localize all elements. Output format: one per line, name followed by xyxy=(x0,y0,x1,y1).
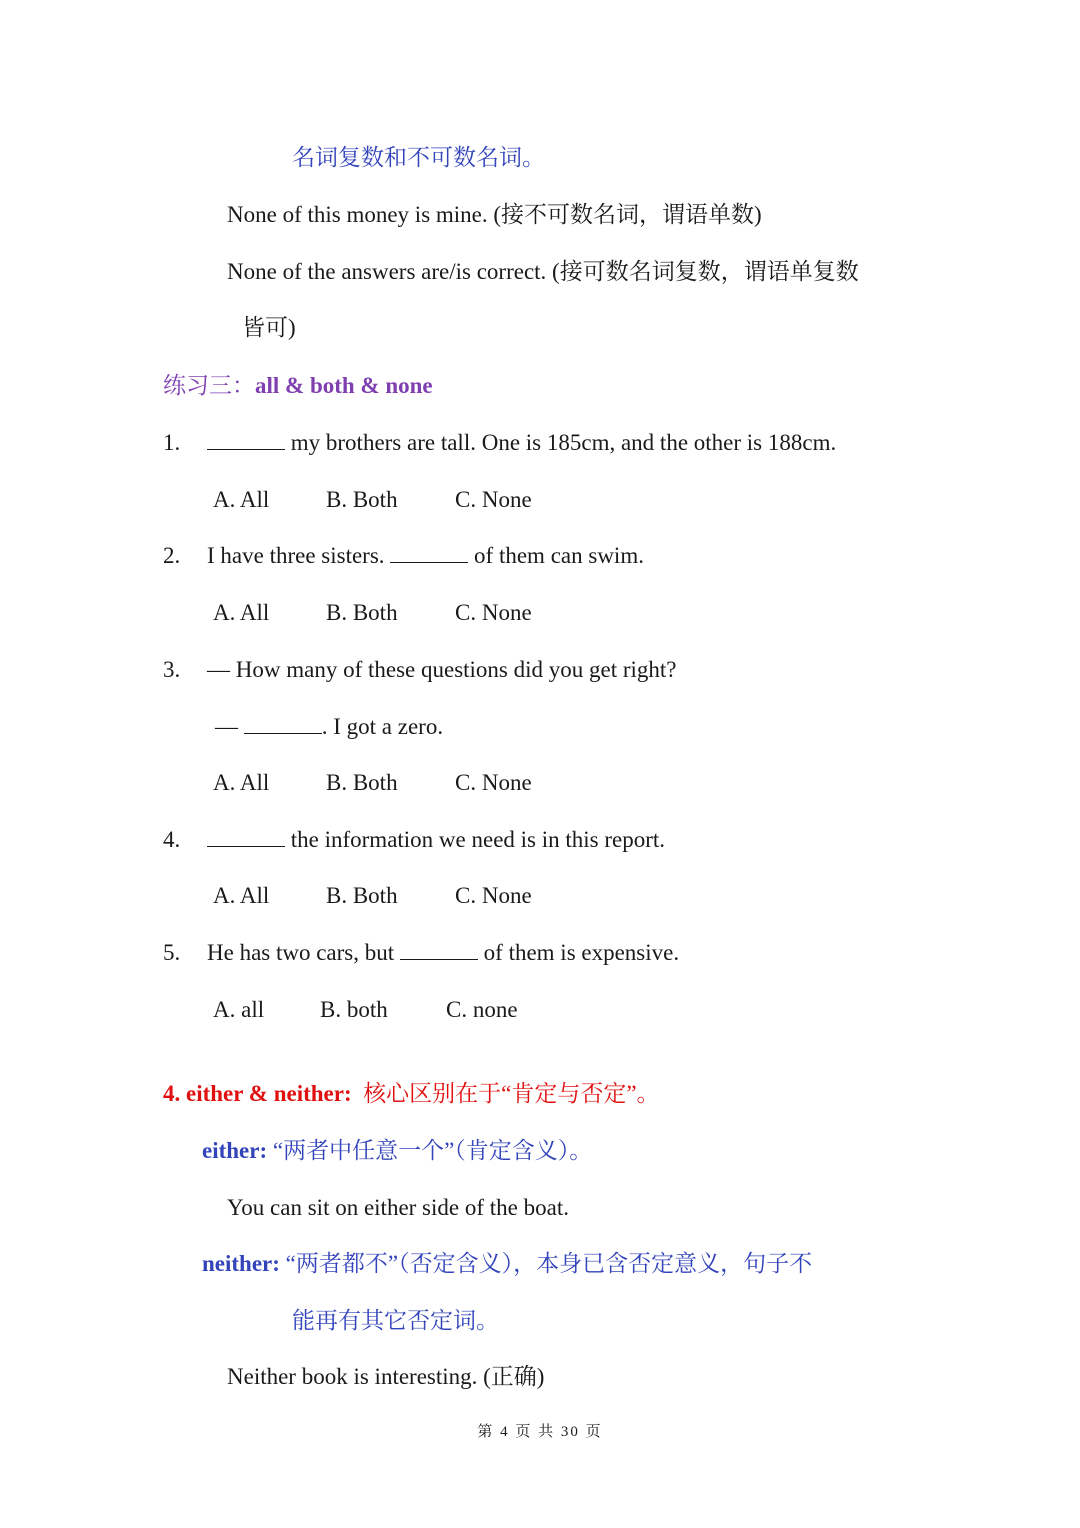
option-b: B. Both xyxy=(326,770,398,795)
answer-blank[interactable] xyxy=(207,429,285,450)
option-b: B. Both xyxy=(326,883,398,908)
page-footer: 第 4 页 共 30 页 xyxy=(477,1424,603,1440)
either-label: either: xyxy=(202,1138,268,1163)
option-a: A. All xyxy=(213,883,270,908)
example-sentence-continuation: 皆可) xyxy=(242,315,296,340)
question-text: He has two cars, but xyxy=(207,940,400,965)
exercise-heading xyxy=(163,371,433,401)
example-sentence: You can sit on either side of the boat. xyxy=(227,1195,569,1220)
question-number: 2. xyxy=(163,543,181,568)
either-def: “两者中任意一个”（肯定含义）。 xyxy=(272,1138,593,1163)
neither-label: neither: xyxy=(202,1251,280,1276)
question-number: 3. xyxy=(163,657,181,682)
answer-blank[interactable] xyxy=(400,939,478,960)
answer-blank[interactable] xyxy=(244,713,322,734)
question-text: the information we need is in this report. xyxy=(285,827,666,852)
section-heading-en: 4. either & neither: xyxy=(163,1081,352,1106)
example-sentence: None of this money is mine. (接不可数名词，谓语单数) xyxy=(227,202,762,227)
question-text: of them is expensive. xyxy=(477,940,680,965)
option-b: B. Both xyxy=(326,600,398,625)
question-number: 4. xyxy=(163,827,181,852)
question-text: — How many of these questions did you get right? xyxy=(207,657,677,682)
question-text: . I got a zero. xyxy=(321,714,444,739)
answer-blank[interactable] xyxy=(390,542,468,563)
neither-definition-continuation: 能再有其它否定词。 xyxy=(292,1308,499,1333)
option-a: A. All xyxy=(213,770,270,795)
exercise-heading-cn: 练习三： xyxy=(163,373,255,398)
question-number: 5. xyxy=(163,940,181,965)
question-text: my brothers are tall. One is 185cm, and the other is 188cm. xyxy=(285,430,837,455)
intro-line: 名词复数和不可数名词。 xyxy=(292,145,545,170)
neither-definition xyxy=(202,1249,812,1279)
example-sentence: None of the answers are/is correct. (接可数名词复数，谓语单复数 xyxy=(227,259,859,284)
option-c: C. None xyxy=(455,770,532,795)
question-number: 1. xyxy=(163,430,181,455)
option-b: B. both xyxy=(320,997,388,1022)
question-text: I have three sisters. xyxy=(207,543,391,568)
question-3-reply xyxy=(215,712,443,742)
neither-def: “两者都不”（否定含义），本身已含否定意义，句子不 xyxy=(285,1251,813,1276)
option-b: B. Both xyxy=(326,487,398,512)
section-heading-cn: 核心区别在于“肯定与否定”。 xyxy=(363,1081,660,1106)
example-sentence: Neither book is interesting. (正确) xyxy=(227,1364,545,1389)
option-c: C. None xyxy=(455,883,532,908)
option-c: C. none xyxy=(446,997,518,1022)
exercise-heading-en: all & both & none xyxy=(255,373,433,398)
question-text: of them can swim. xyxy=(468,543,644,568)
section-heading xyxy=(163,1079,660,1109)
option-a: A. All xyxy=(213,487,270,512)
option-c: C. None xyxy=(455,487,532,512)
option-a: A. All xyxy=(213,600,270,625)
option-a: A. all xyxy=(213,997,265,1022)
option-c: C. None xyxy=(455,600,532,625)
either-definition xyxy=(202,1136,592,1166)
question-text: — xyxy=(215,714,244,739)
answer-blank[interactable] xyxy=(207,826,285,847)
